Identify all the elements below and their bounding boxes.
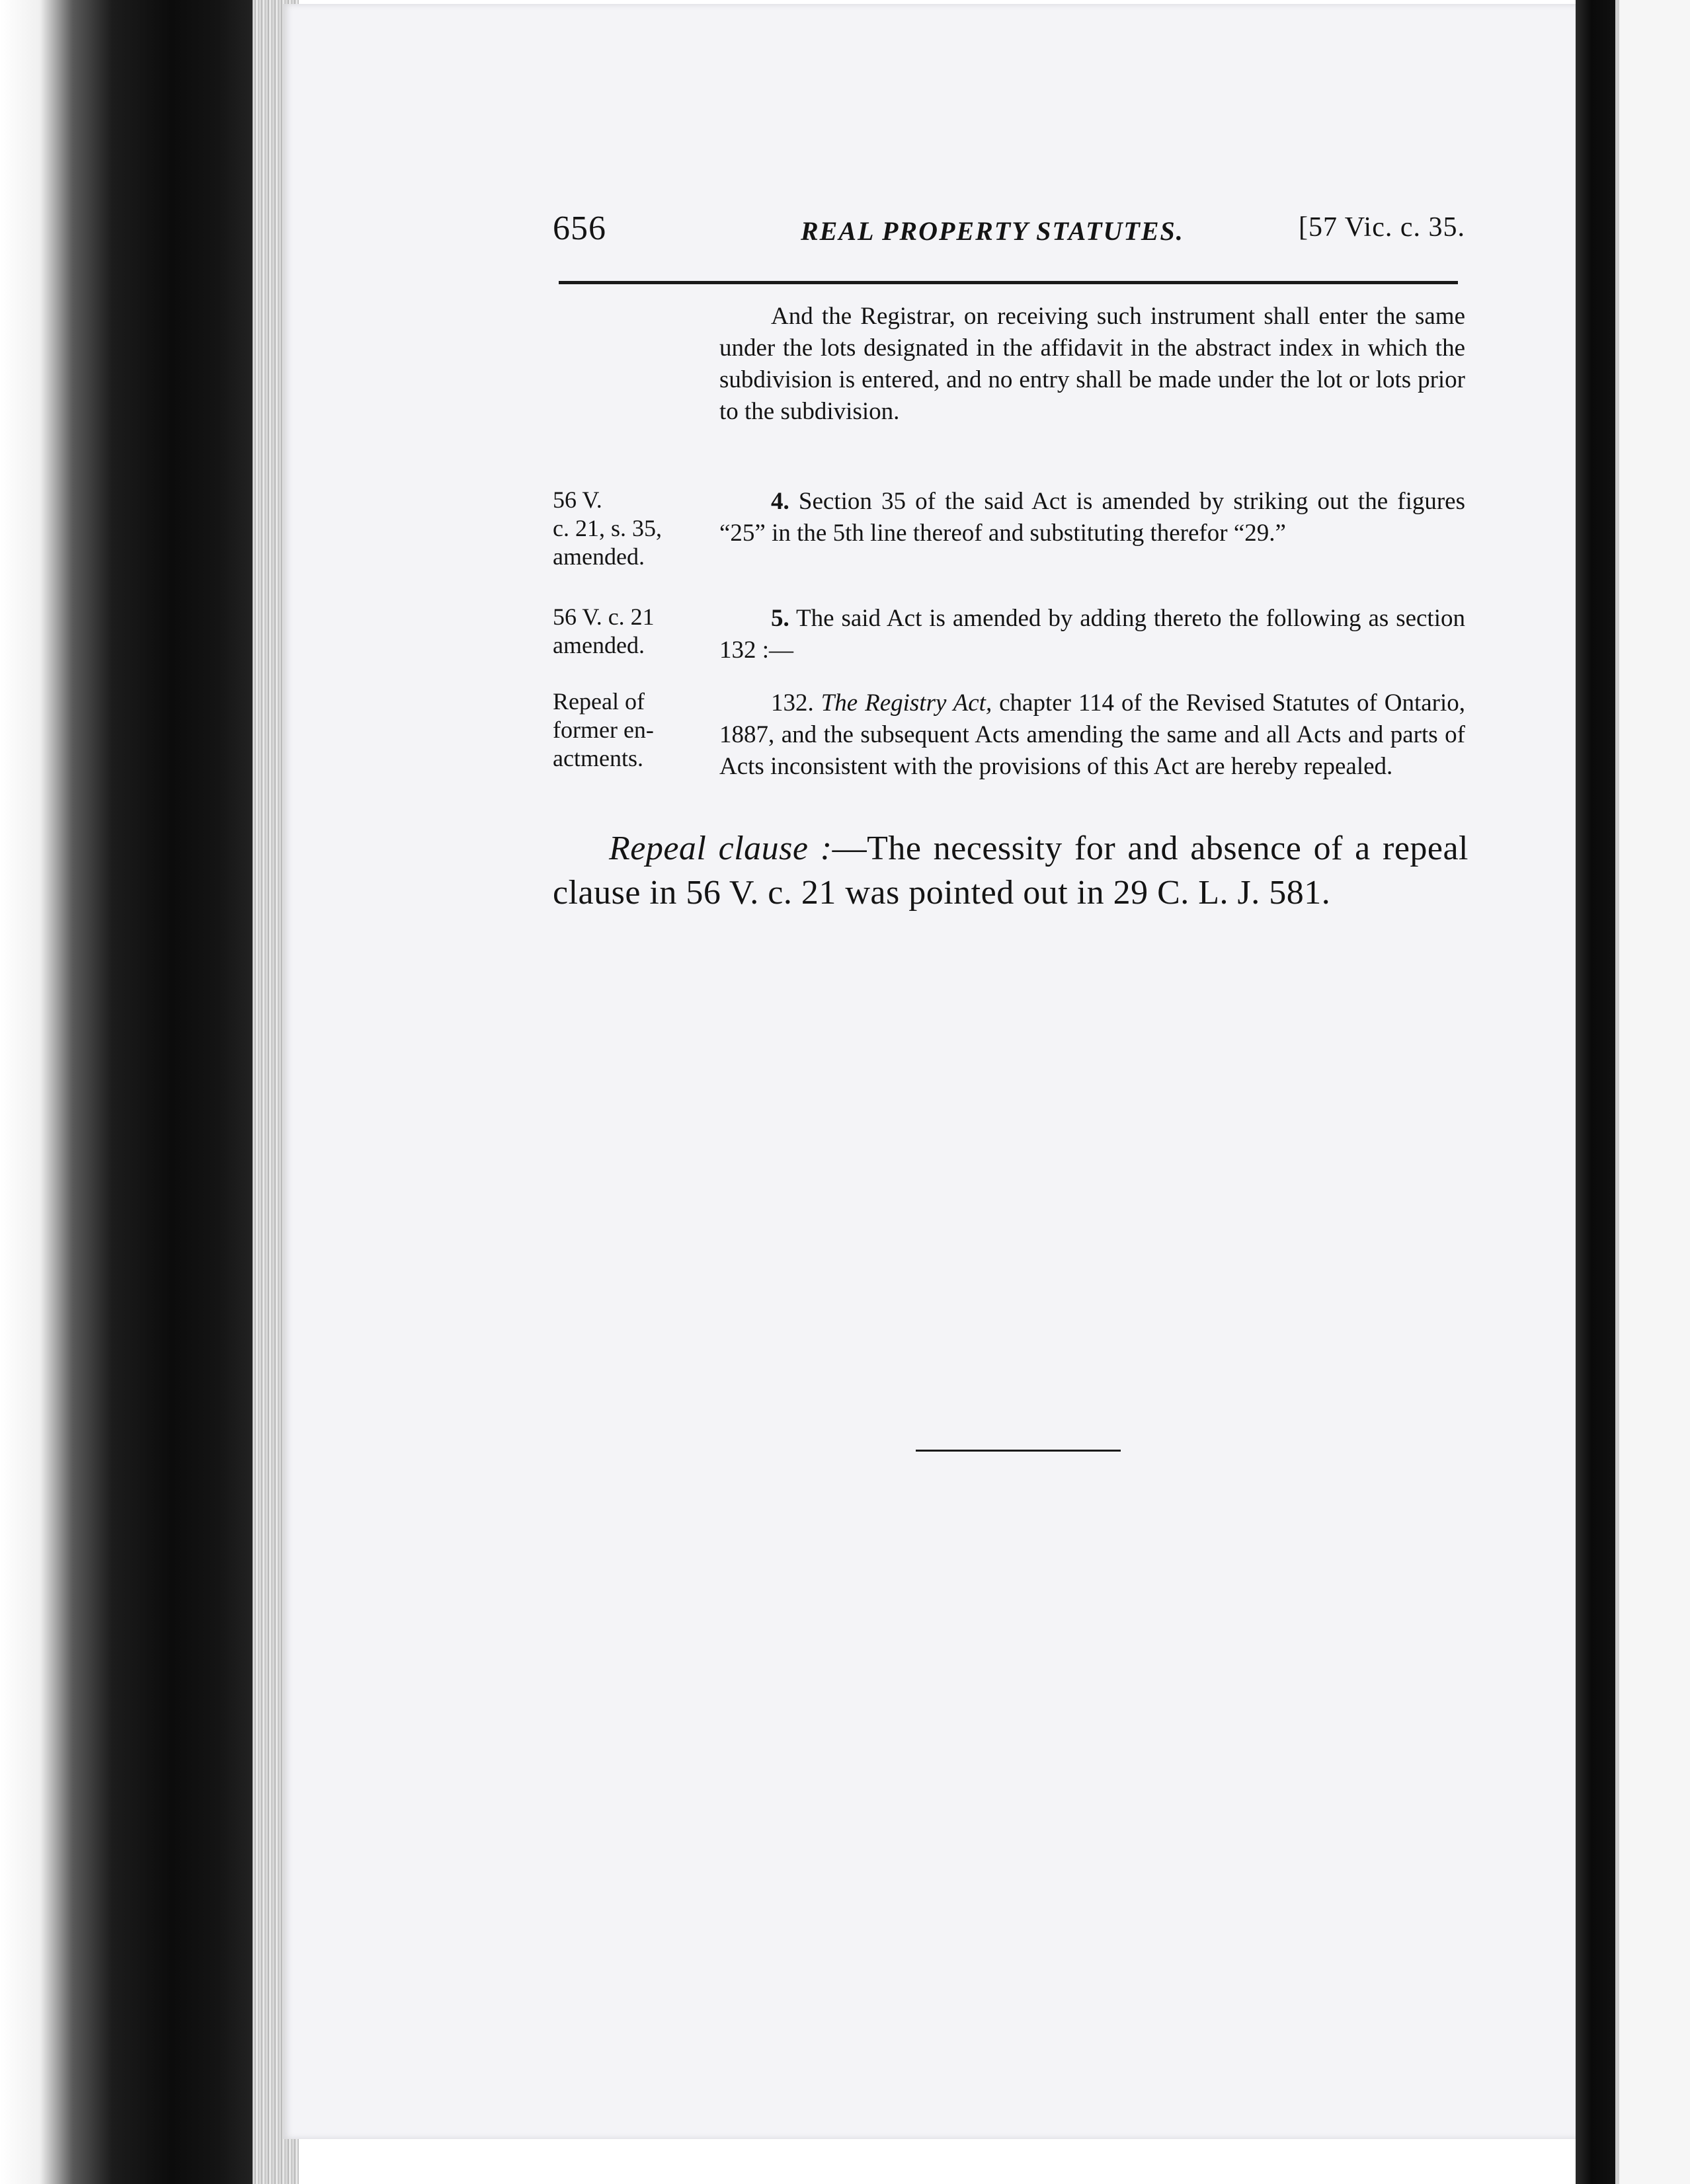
section-5-body: The said Act is amended by adding thereto the following as section 132 :—	[719, 605, 1465, 664]
section-5-number: 5.	[771, 605, 789, 632]
registry-act-name: The Registry Act,	[821, 689, 992, 717]
commentary-paragraph	[553, 826, 1469, 915]
book-gutter	[1576, 0, 1615, 2184]
running-head	[553, 209, 1465, 249]
section-5-text	[719, 603, 1465, 666]
registrar-paragraph: And the Registrar, on receiving such instrument shall enter the same under the lots designated in the affidavit in the abstract index in which the subdivision is entered, and no entry shall be made under the lot or lots prior to the subdivision.	[719, 303, 1465, 425]
section-132-number: 132.	[771, 689, 814, 717]
section-132-text	[719, 687, 1465, 783]
section-132-body: chapter 114 of the Revised Statutes of Ontario, 1887, and the subsequent Acts amending the same and all Acts and parts of Acts inconsistent with the provisions of this Act are hereby repealed.	[719, 689, 1466, 780]
book-binding-shadow	[0, 0, 284, 2184]
section-4-text	[719, 486, 1465, 549]
page-number: 656	[553, 210, 606, 247]
statute-citation: [57 Vic. c. 35.	[1299, 212, 1465, 243]
commentary-heading: Repeal clause :	[609, 830, 832, 867]
section-4-margin-note: 56 V. c. 21, s. 35, amended.	[553, 487, 662, 570]
section-5-margin-note: 56 V. c. 21 amended.	[553, 604, 655, 658]
running-title: REAL PROPERTY STATUTES.	[801, 216, 1184, 246]
section-4-number: 4.	[771, 488, 789, 515]
facing-page-edge	[1615, 0, 1619, 2184]
section-4-body: Section 35 of the said Act is amended by striking out the figures “25” in the 5th line thereof and substituting therefor “29.”	[719, 488, 1466, 547]
section-132-margin-note: Repeal of former en- actments.	[553, 688, 654, 771]
header-rule	[559, 281, 1458, 284]
facing-page	[1615, 0, 1690, 2184]
end-rule	[916, 1450, 1121, 1452]
commentary-text: —The necessity for and absence of a repeal clause in 56 V. c. 21 was pointed out in 29 C. L. J. 581.	[553, 830, 1469, 912]
